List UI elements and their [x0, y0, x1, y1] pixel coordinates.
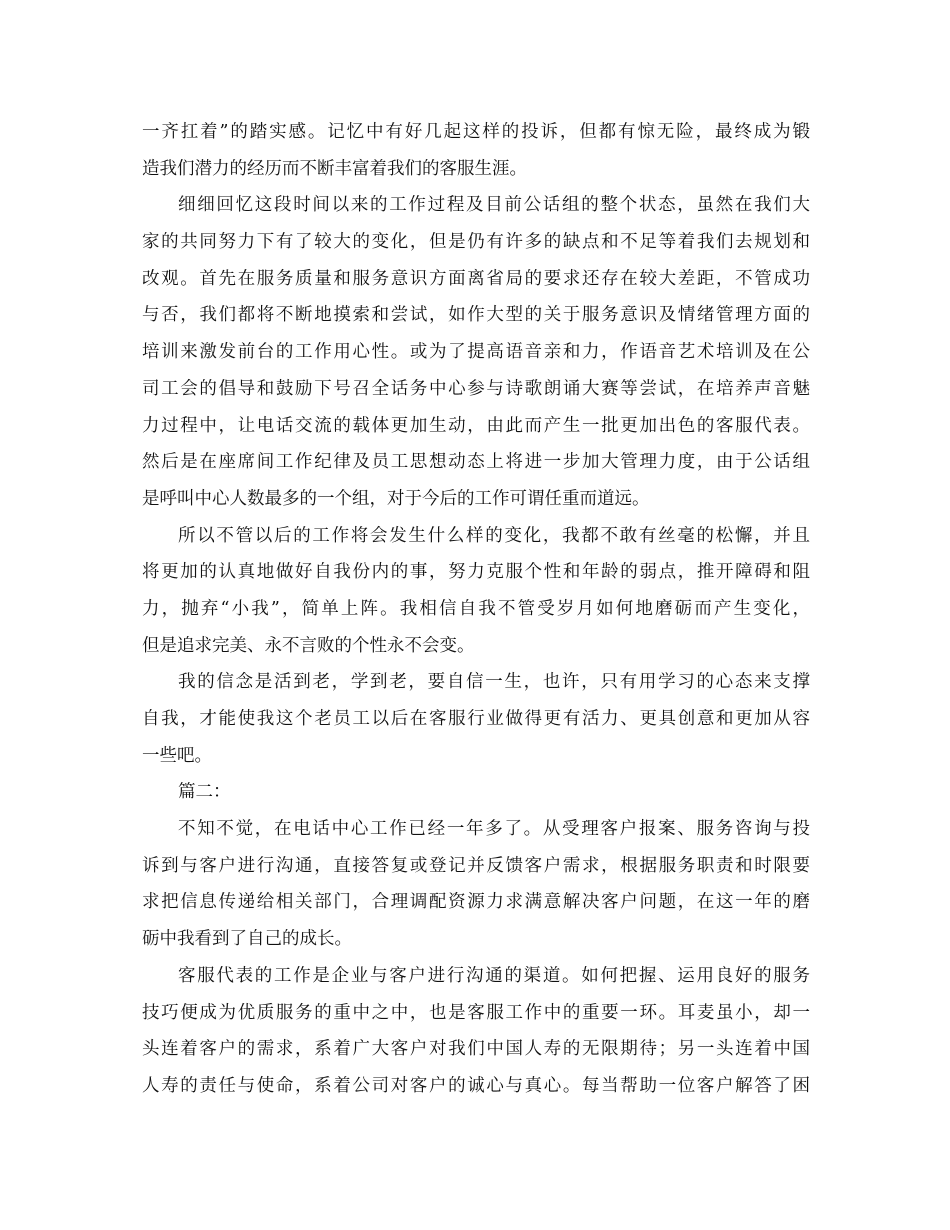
text-line: 但是追求完美、永不言败的个性永不会变。 [142, 635, 475, 656]
text-line: 然后是在座席间工作纪律及员工思想动态上将进一步加大管理力度，由于公话组 [142, 452, 810, 473]
text-line: 一齐扛着”的踏实感。记忆中有好几起这样的投诉，但都有惊无险，最终成为锻 [142, 122, 810, 142]
text-line: 培训来激发前台的工作用心性。或为了提高语音亲和力，作语音艺术培训及在公 [142, 342, 810, 363]
text-line: 诉到与客户进行沟通，直接答复或登记并反馈客户需求，根据服务职责和时限要 [142, 855, 810, 876]
text-line: 力，抛弃“小我”，简单上阵。我相信自我不管受岁月如何地磨砺而产生变化， [142, 598, 810, 619]
paragraph-first-line: 不知不觉，在电话中心工作已经一年多了。从受理客户报案、服务咨询与投 [178, 819, 810, 840]
text-line: 求把信息传递给相关部门，合理调配资源力求满意解决客户问题，在这一年的磨 [142, 892, 810, 913]
section-heading: 篇二： [178, 782, 231, 803]
text-line: 与否，我们都将不断地摸索和尝试，如作大型的关于服务意识及情绪管理方面的 [142, 305, 810, 326]
paragraph-first-line: 细细回忆这段时间以来的工作过程及目前公话组的整个状态，虽然在我们大 [178, 195, 810, 216]
text-line: 将更加的认真地做好自我份内的事，努力克服个性和年龄的弱点，推开障碍和阻 [142, 562, 810, 583]
document-body [142, 114, 810, 1105]
text-line: 头连着客户的需求，系着广大客户对我们中国人寿的无限期待；另一头连着中国 [142, 1039, 810, 1060]
paragraph-first-line: 客服代表的工作是企业与客户进行沟通的渠道。如何把握、运用良好的服务 [178, 965, 810, 986]
paragraph-first-line: 我的信念是活到老，学到老，要自信一生，也许，只有用学习的心态来支撑 [178, 672, 810, 693]
text-line: 一些吧。 [142, 745, 212, 766]
text-line: 砺中我看到了自己的成长。 [142, 929, 352, 950]
text-line: 人寿的责任与使命，系着公司对客户的诚心与真心。每当帮助一位客户解答了困 [142, 1075, 810, 1096]
text-line: 改观。首先在服务质量和服务意识方面离省局的要求还存在较大差距，不管成功 [142, 268, 810, 289]
text-line: 自我，才能使我这个老员工以后在客服行业做得更有活力、更具创意和更加从容 [142, 709, 810, 729]
text-line: 是呼叫中心人数最多的一个组，对于今后的工作可谓任重而道远。 [142, 488, 650, 509]
text-line: 技巧便成为优质服务的重中之中，也是客服工作中的重要一环。耳麦虽小，却一 [142, 1002, 810, 1023]
paragraph-first-line: 所以不管以后的工作将会发生什么样的变化，我都不敢有丝毫的松懈，并且 [178, 525, 810, 546]
text-line: 造我们潜力的经历而不断丰富着我们的客服生涯。 [142, 158, 527, 179]
text-line: 家的共同努力下有了较大的变化，但是仍有许多的缺点和不足等着我们去规划和 [142, 232, 810, 253]
text-line: 力过程中，让电话交流的载体更加生动，由此而产生一批更加出色的客服代表。 [142, 415, 810, 436]
text-line: 司工会的倡导和鼓励下号召全话务中心参与诗歌朗诵大赛等尝试，在培养声音魅 [142, 378, 810, 399]
